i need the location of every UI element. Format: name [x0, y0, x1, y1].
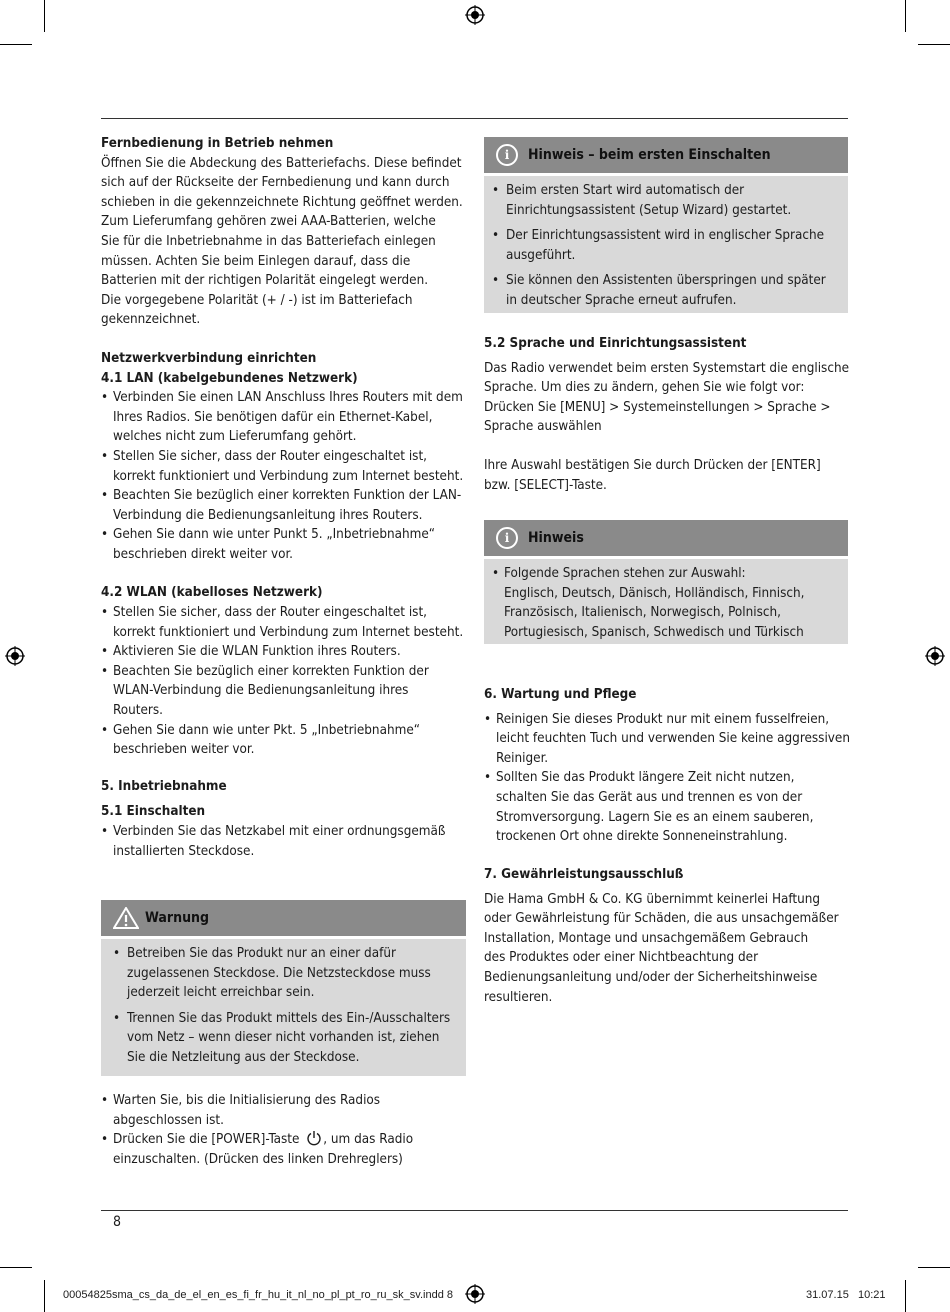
list-item: • Betreiben Sie das Produkt nur an einer dafür zugelassenen Steckdose. Die Netzsteckdose muss jederzeit leicht erreichbar sein.: [113, 944, 452, 1003]
section-title: 4.2 WLAN (kabelloses Netzwerk): [101, 585, 323, 601]
top-rule: [101, 118, 848, 119]
language-section: [484, 334, 850, 495]
warranty-section: [484, 865, 850, 1007]
text-line: Zum Lieferumfang gehören zwei AAA-Batterien, welche: [101, 214, 436, 230]
section-title: 5. Inbetriebnahme: [101, 778, 227, 794]
crop-mark: [918, 44, 950, 45]
registration-mark-icon: [465, 1284, 485, 1304]
list-item: • Sie können den Assistenten überspringen und später in deutscher Sprache erneut aufrufen.: [492, 271, 838, 310]
text-line: müssen. Achten Sie beim Einlegen darauf, dass die: [101, 253, 411, 269]
list-item: • Gehen Sie dann wie unter Pkt. 5 „Inbetriebnahme“ beschrieben weiter vor.: [101, 721, 469, 760]
warning-title: Warnung: [145, 910, 210, 926]
registration-mark-icon: [5, 646, 25, 666]
list-item: • Verbinden Sie das Netzkabel mit einer ordnungsgemäß installierten Steckdose.: [101, 822, 469, 861]
list-item: • Der Einrichtungsassistent wird in englischer Sprache ausgeführt.: [492, 226, 838, 265]
crop-mark: [905, 1280, 906, 1312]
hint-box-body: [484, 559, 848, 644]
power-icon: [306, 1130, 322, 1146]
hint-title: Hinweis – beim ersten Einschalten: [528, 147, 771, 163]
crop-mark: [905, 0, 906, 32]
after-warning: [101, 1091, 469, 1169]
crop-mark: [0, 44, 32, 45]
care-list: [484, 710, 852, 847]
warning-triangle-icon: [113, 907, 139, 929]
text-line: gekennzeichnet.: [101, 312, 201, 328]
list-item: • Stellen Sie sicher, dass der Router eingeschaltet ist, korrekt funktioniert und Verbindung zum Internet besteht.: [101, 447, 469, 486]
hint-box-languages: [484, 520, 848, 644]
list-item: • Warten Sie, bis die Initialisierung des Radios abgeschlossen ist.: [101, 1091, 469, 1130]
list-item: • Beachten Sie bezüglich einer korrekten Funktion der LAN- Verbindung die Bedienungsanleitung ihres Routers.: [101, 486, 469, 525]
startup-list: [101, 822, 469, 861]
bottom-rule: [101, 1210, 848, 1211]
list-item: • Folgende Sprachen stehen zur Auswahl: Englisch, Deutsch, Dänisch, Holländisch, Finnisch, Französisch, Italienisch, Norwegisch, Polnisch, Portugiesisch, Spanisch, Schwedisch und Türkisch: [492, 564, 838, 642]
crop-mark: [0, 1267, 32, 1268]
remote-paragraph: [101, 154, 469, 330]
section-title: Netzwerkverbindung einrichten: [101, 350, 317, 366]
list-item: • Beachten Sie bezüglich einer korrekten Funktion der WLAN-Verbindung die Bedienungsanleitung ihres Routers.: [101, 662, 469, 721]
registration-mark-icon: [925, 646, 945, 666]
language-paragraph: Das Radio verwendet beim ersten Systemstart die englische Sprache. Um dies zu ändern, gehen Sie wie folgt vor: Drücken Sie [MENU] > Systemeinstellungen > Sprache > Sprache auswählen: [484, 360, 850, 435]
warning-box: [101, 900, 466, 1076]
care-section: [484, 685, 852, 847]
list-item: • Gehen Sie dann wie unter Punkt 5. „Inbetriebnahme“ beschrieben direkt weiter vor.: [101, 525, 469, 564]
hint-box-header: [484, 520, 848, 556]
warning-list: [113, 944, 452, 1068]
crop-mark: [918, 1267, 950, 1268]
section-title: 6. Wartung und Pflege: [484, 687, 637, 702]
page-number: 8: [113, 1214, 122, 1230]
crop-mark: [44, 1280, 45, 1312]
list-item: • Aktivieren Sie die WLAN Funktion ihres Routers.: [101, 642, 469, 662]
list-item: • Trennen Sie das Produkt mittels des Ein-/Ausschalters vom Netz – wenn dieser nicht vorhanden ist, ziehen Sie die Netzleitung aus der Steckdose.: [113, 1009, 452, 1068]
wlan-list: [101, 603, 469, 760]
text-line: Batterien mit der richtigen Polarität eingelegt werden.: [101, 273, 429, 289]
text-line: Öffnen Sie die Abdeckung des Batteriefachs. Diese befindet: [101, 155, 462, 171]
slug-date: 31.07.15 10:21: [806, 1289, 886, 1301]
after-warning-list: [101, 1091, 469, 1169]
hint-list: [492, 564, 838, 642]
warranty-paragraph: Die Hama GmbH & Co. KG übernimmt keinerlei Haftung oder Gewährleistung für Schäden, die aus unsachgemäßer Installation, Montage und unsachgemäßem Gebrauch des Produktes oder einer Nichtbeachtung der Bedienungsanleitung und/oder der Sicherheitshinweise resultieren.: [484, 891, 839, 1005]
slug-file: 00054825sma_cs_da_de_el_en_es_fi_fr_hu_it_nl_no_pl_pt_ro_ru_sk_sv.indd 8: [63, 1289, 453, 1301]
section-title: 5.2 Sprache und Einrichtungsassistent: [484, 336, 747, 351]
list-item: • Beim ersten Start wird automatisch der Einrichtungsassistent (Setup Wizard) gestartet.: [492, 181, 838, 220]
section-title: 5.1 Einschalten: [101, 804, 206, 820]
section-title: 7. Gewährleistungsausschluß: [484, 867, 684, 882]
hint-box-header: [484, 137, 848, 173]
hint-box-first-start: [484, 137, 848, 313]
language-confirm-paragraph: Ihre Auswahl bestätigen Sie durch Drücken der [ENTER] bzw. [SELECT]-Taste.: [484, 457, 821, 493]
list-item: • Sollten Sie das Produkt längere Zeit nicht nutzen, schalten Sie das Gerät aus und trennen es von der Stromversorgung. Lagern Sie es an einem sauberen, trockenen Ort ohne direkte Sonneneinstrahlung.: [484, 768, 852, 846]
crop-mark: [44, 0, 45, 32]
section-title: Fernbedienung in Betrieb nehmen: [101, 136, 334, 151]
text-line: schieben in die gekennzeichnete Richtung geöffnet werden.: [101, 194, 463, 210]
list-item: • Verbinden Sie einen LAN Anschluss Ihres Routers mit dem Ihres Radios. Sie benötigen dafür ein Ethernet-Kabel, welches nicht zum Lieferumfang gehört.: [101, 388, 469, 447]
warning-box-header: [101, 900, 466, 936]
info-icon: i: [496, 144, 518, 166]
text-line: Sie für die Inbetriebnahme in das Batteriefach einlegen: [101, 233, 436, 249]
warning-box-body: [101, 939, 466, 1076]
hint-box-body: [484, 176, 848, 313]
info-icon: i: [496, 527, 518, 549]
left-column: [101, 134, 469, 861]
hint-list: [492, 181, 838, 311]
registration-mark-icon: [465, 5, 485, 25]
lan-list: [101, 388, 469, 564]
text-line: sich auf der Rückseite der Fernbedienung und kann durch: [101, 175, 450, 191]
list-item: • Reinigen Sie dieses Produkt nur mit einem fusselfreien, leicht feuchten Tuch und verwenden Sie keine aggressiven Reiniger.: [484, 710, 852, 769]
text-line: Die vorgegebene Polarität (+ / -) ist im Batteriefach: [101, 292, 413, 308]
section-title: 4.1 LAN (kabelgebundenes Netzwerk): [101, 370, 358, 386]
list-item: • Drücken Sie die [POWER]-Taste , um das Radio einzuschalten. (Drücken des linken Drehreglers): [101, 1130, 469, 1169]
hint-title: Hinweis: [528, 530, 584, 546]
list-item: • Stellen Sie sicher, dass der Router eingeschaltet ist, korrekt funktioniert und Verbindung zum Internet besteht.: [101, 603, 469, 642]
